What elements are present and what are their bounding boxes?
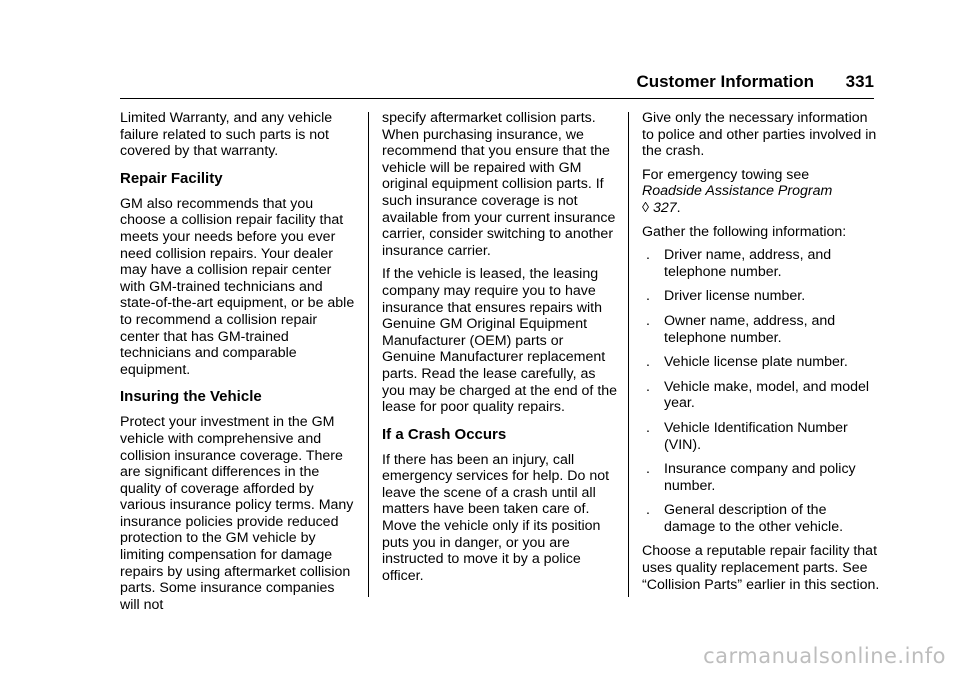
paragraph-leased: If the vehicle is leased, the leasing company may require you to have insurance that ensures repairs with Genuine GM Original Equipment Manufacturer (OEM) parts or Genuine Manufacturer replacement parts. Read the lease carefully, as you may be charged at the end of the lease for poor quality repairs. <box>382 266 618 416</box>
paragraph-towing: For emergency towing see Roadside Assistance Program ◊ 327. <box>642 166 833 216</box>
list-item <box>642 354 880 371</box>
list-item-text: Insurance company and policy number. <box>664 461 856 494</box>
page-title: Customer Information <box>636 72 814 91</box>
heading-crash-occurs: If a Crash Occurs <box>382 425 507 443</box>
watermark: carmanualsonline.info <box>703 644 946 668</box>
roadside-assistance-link[interactable]: Roadside Assistance Program <box>642 183 833 200</box>
list-item-text: Owner name, address, and telephone number. <box>664 312 836 346</box>
paragraph-choose-facility: Choose a reputable repair facility that uses quality replacement parts. See “Collision Parts” earlier in this section. <box>642 543 880 593</box>
list-item-text: Driver name, address, and telephone number. <box>664 247 832 280</box>
list-item <box>642 247 880 280</box>
page-ref-icon: ◊ <box>642 199 650 216</box>
column-divider-2 <box>628 112 629 597</box>
column-divider-1 <box>368 112 369 597</box>
list-item-text: Vehicle license plate number. <box>664 354 848 371</box>
bullet-icon: . <box>646 354 650 371</box>
list-item <box>642 502 880 535</box>
paragraph-warranty: Limited Warranty, and any vehicle failure related to such parts is not covered by that warranty. <box>120 110 333 160</box>
roadside-page-ref[interactable]: 327 <box>652 199 677 216</box>
heading-insuring-vehicle: Insuring the Vehicle <box>120 388 262 406</box>
list-item <box>642 288 880 305</box>
bullet-icon: . <box>646 461 650 478</box>
list-item <box>642 379 880 412</box>
page-number: 331 <box>845 72 874 91</box>
heading-repair-facility: Repair Facility <box>120 169 223 187</box>
bullet-icon: . <box>646 502 650 519</box>
bullet-icon: . <box>646 312 650 329</box>
column-2 <box>382 110 620 591</box>
paragraph-repair-facility: GM also recommends that you choose a collision repair facility that meets your needs before you ever need collision repairs. Your dealer may have a collision repair center with GM-trained technicians and state-of-the-art equipment, or be able to recommend a collision repair center that has GM-trained technicians and comparable equipment. <box>120 195 355 378</box>
column-3 <box>642 110 880 600</box>
column-1 <box>120 110 358 620</box>
bullet-icon: . <box>646 247 650 264</box>
paragraph-insuring-vehicle: Protect your investment in the GM vehicle with comprehensive and collision insurance coverage. There are significant differences in the quality of coverage afforded by various insurance policy terms. Many insurance policies provide reduced protection to the GM vehicle by limiting compensation for damage repairs by using aftermarket collision parts. Some insurance companies will not <box>120 414 354 613</box>
bullet-icon: . <box>646 378 650 395</box>
list-item <box>642 461 880 494</box>
paragraph-gather: Gather the following information: <box>642 223 847 240</box>
towing-text: For emergency towing see <box>642 166 810 183</box>
page-header <box>120 72 874 97</box>
header-rule <box>120 98 874 99</box>
list-item-text: Vehicle make, model, and model year. <box>664 378 870 412</box>
list-item <box>642 420 880 453</box>
bullet-icon: . <box>646 288 650 305</box>
paragraph-police: Give only the necessary information to police and other parties involved in the crash. <box>642 110 877 160</box>
info-bullet-list <box>642 247 880 535</box>
paragraph-aftermarket: specify aftermarket collision parts. When purchasing insurance, we recommend that you ensure that the vehicle will be repaired with GM original equipment collision parts. If such insurance coverage is not available from your current insurance carrier, consider switching to another insurance carrier. <box>382 110 616 259</box>
list-item-text: General description of the damage to the other vehicle. <box>664 502 844 535</box>
list-item <box>642 313 880 346</box>
list-item-text: Driver license number. <box>664 288 806 305</box>
paragraph-crash: If there has been an injury, call emergency services for help. Do not leave the scene of a crash until all matters have been taken care of. Move the vehicle only if its position puts you in danger, or you are instructed to move it by a police officer. <box>382 451 610 584</box>
bullet-icon: . <box>646 419 650 436</box>
list-item-text: Vehicle Identification Number (VIN). <box>664 419 848 453</box>
